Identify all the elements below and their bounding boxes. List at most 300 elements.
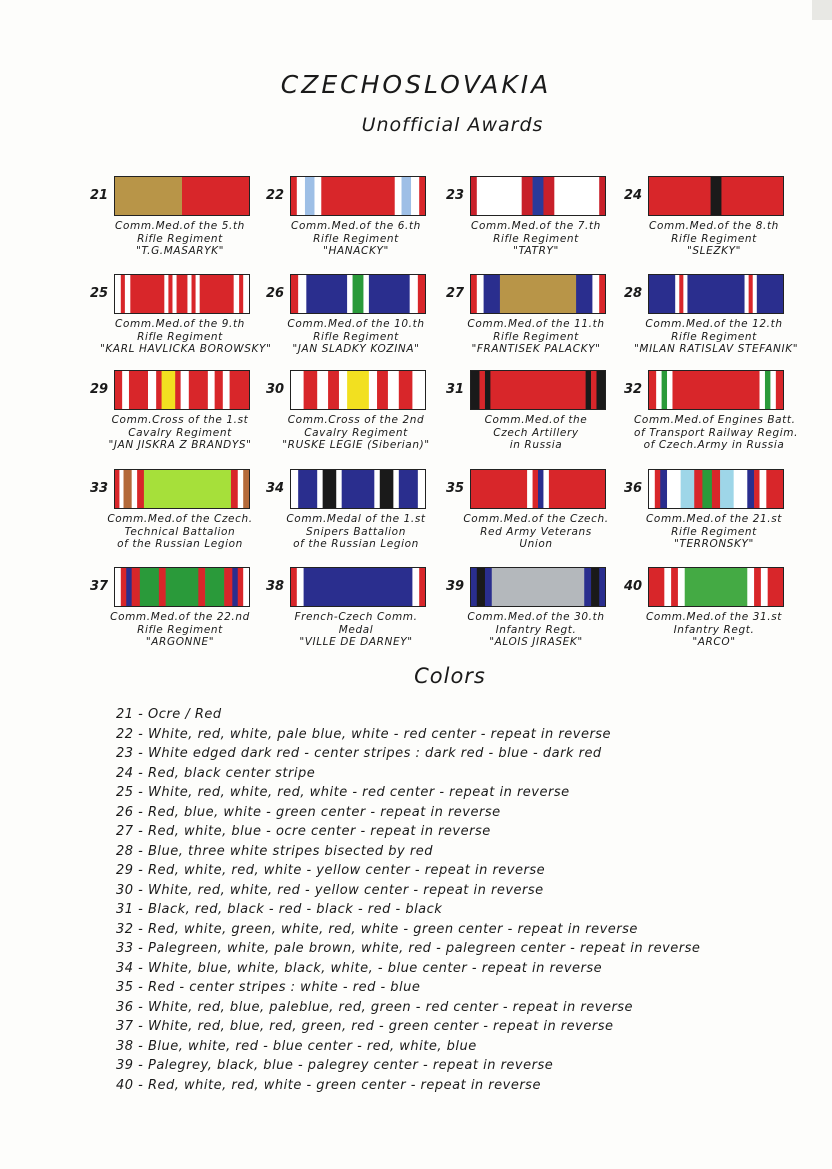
ribbon-stripe — [648, 469, 655, 509]
color-description: 25 - White, red, white, red, white - red center - repeat in reverse — [116, 785, 570, 800]
award-caption-line: Comm.Med.of the 21.st — [646, 513, 782, 525]
ribbon-stripe — [768, 567, 784, 607]
award-item — [90, 469, 280, 569]
award-caption — [456, 414, 616, 452]
ribbon-stripe — [766, 469, 784, 509]
ribbon-stripe — [239, 274, 243, 314]
ribbon-stripe — [721, 176, 784, 216]
award-caption-line: Technical Battalion — [124, 525, 236, 538]
ribbon-stripe — [200, 274, 234, 314]
ribbon-stripe — [369, 370, 377, 410]
award-number: 27 — [446, 286, 465, 301]
ribbon-stripe — [410, 274, 418, 314]
ribbon-stripe — [656, 370, 662, 410]
color-description: 29 - Red, white, red, white - yellow center - repeat in reverse — [116, 863, 546, 878]
ribbon-stripe — [137, 469, 144, 509]
award-item — [90, 176, 280, 276]
award-caption-line: "TERRONSKY" — [674, 538, 754, 550]
ribbon-stripe — [114, 176, 182, 216]
ribbon-stripe — [243, 274, 250, 314]
award-caption-line: Comm.Med.of the 7.th — [471, 220, 601, 232]
award-item — [266, 567, 456, 667]
award-caption — [100, 414, 260, 452]
ribbon-stripe — [114, 567, 121, 607]
ribbon-stripe — [132, 567, 140, 607]
ribbon-stripe — [192, 274, 196, 314]
ribbon-stripe — [339, 370, 347, 410]
award-number: 39 — [446, 579, 465, 594]
ribbon-stripe — [655, 469, 661, 509]
ribbon-stripe — [230, 370, 250, 410]
award-number: 23 — [446, 188, 465, 203]
ribbon-stripe — [500, 274, 576, 314]
award-caption — [276, 414, 436, 452]
ribbon-bar — [648, 567, 784, 607]
award-item — [624, 370, 814, 470]
ribbon-stripe — [290, 567, 297, 607]
award-caption — [634, 318, 799, 356]
ribbon-stripe — [586, 370, 592, 410]
ribbon-stripe — [290, 176, 297, 216]
award-caption — [634, 513, 794, 551]
award-caption-line: "JAN SLADKY KOZINA" — [292, 343, 420, 355]
color-description: 23 - White edged dark red - center stripes : dark red - blue - dark red — [116, 746, 602, 761]
award-item — [266, 274, 456, 374]
color-description: 36 - White, red, blue, paleblue, red, green - red center - repeat in reverse — [116, 999, 634, 1015]
award-number: 28 — [624, 286, 643, 301]
ribbon-bar — [114, 567, 250, 607]
award-caption-line: Comm.Med.of the 8.th — [649, 220, 779, 232]
ribbon-stripe — [591, 567, 599, 607]
ribbon-stripe — [522, 176, 533, 216]
award-caption — [634, 611, 794, 649]
award-caption — [100, 611, 260, 649]
ribbon-stripe — [298, 274, 306, 314]
ribbon-stripe — [182, 176, 250, 216]
award-caption — [276, 513, 436, 551]
award-caption-line: Snipers Battalion — [306, 525, 406, 538]
ribbon-stripe — [297, 176, 305, 216]
award-item — [90, 370, 280, 470]
award-caption-line: Comm.Med.of the 5.th — [115, 220, 245, 232]
color-description: 35 - Red - center stripes : white - red - blue — [116, 980, 421, 995]
ribbon-stripe — [164, 274, 168, 314]
award-item — [624, 567, 814, 667]
color-description: 27 - Red, white, blue - ocre center - repeat in reverse — [116, 824, 491, 839]
ribbon-stripe — [121, 567, 127, 607]
ribbon-bar — [114, 274, 250, 314]
color-description: 37 - White, red, blue, red, green, red - green center - repeat in reverse — [116, 1019, 614, 1034]
ribbon-stripe — [543, 469, 549, 509]
award-caption-line: Czech Artillery — [493, 426, 579, 439]
ribbon-bar — [290, 274, 426, 314]
ribbon-stripe — [419, 567, 426, 607]
award-item — [90, 274, 280, 374]
award-caption — [276, 611, 436, 649]
award-caption-line: Comm.Med.of the — [484, 414, 588, 426]
ribbon-stripe — [765, 370, 771, 410]
page-subtitle: Unofficial Awards — [361, 114, 544, 136]
ribbon-stripe — [377, 370, 388, 410]
ribbon-stripe — [418, 469, 426, 509]
ribbon-stripe — [162, 370, 176, 410]
ribbon-stripe — [533, 176, 544, 216]
color-description: 38 - Blue, white, red - blue center - red, white, blue — [116, 1038, 477, 1054]
ribbon-stripe — [648, 370, 656, 410]
color-description: 34 - White, blue, white, black, white, - blue center - repeat in reverse — [116, 960, 603, 976]
ribbon-stripe — [734, 469, 748, 509]
award-caption-line: "MILAN RATISLAV STEFANIK" — [634, 343, 799, 355]
ribbon-stripe — [317, 370, 328, 410]
award-item — [266, 469, 456, 569]
award-caption — [276, 318, 436, 356]
ribbon-stripe — [314, 176, 321, 216]
award-caption-line: Rifle Regiment — [313, 232, 399, 245]
award-caption-line: Comm.Cross of the 2nd — [287, 414, 425, 426]
award-caption-line: of the Russian Legion — [117, 538, 243, 550]
award-number: 31 — [446, 382, 465, 397]
award-caption-line: in Russia — [509, 439, 563, 451]
ribbon-stripe — [317, 469, 323, 509]
ribbon-stripe — [215, 370, 223, 410]
ribbon-stripe — [402, 176, 412, 216]
ribbon-stripe — [323, 469, 337, 509]
ribbon-stripe — [678, 567, 685, 607]
award-caption-line: Rifle Regiment — [493, 232, 579, 245]
ribbon-stripe — [148, 370, 156, 410]
ribbon-stripe — [761, 567, 768, 607]
ribbon-stripe — [747, 567, 754, 607]
ribbon-stripe — [388, 370, 399, 410]
award-number: 22 — [266, 188, 285, 203]
ribbon-stripe — [395, 176, 402, 216]
ribbon-stripe — [776, 370, 784, 410]
ribbon-stripe — [328, 370, 339, 410]
ribbon-stripe — [342, 469, 375, 509]
award-caption-line: Rifle Regiment — [137, 330, 223, 343]
award-caption-line: "VILLE DE DARNEY" — [299, 636, 413, 648]
award-caption — [456, 513, 616, 551]
ribbon-stripe — [196, 274, 200, 314]
ribbon-stripe — [380, 469, 394, 509]
ribbon-stripe — [683, 274, 687, 314]
ribbon-bar — [648, 274, 784, 314]
ribbon-bar — [648, 469, 784, 509]
page-title: CZECHOSLOVAKIA — [280, 70, 552, 99]
ribbon-bar — [114, 469, 250, 509]
award-caption-line: Comm.Med.of Engines Batt. — [634, 414, 796, 426]
color-description: 30 - White, red, white, red - yellow center - repeat in reverse — [116, 882, 544, 898]
ribbon-stripe — [745, 274, 749, 314]
ribbon-stripe — [336, 469, 342, 509]
ribbon-stripe — [208, 370, 215, 410]
ribbon-stripe — [490, 370, 586, 410]
ribbon-stripe — [156, 370, 162, 410]
ribbon-bar — [290, 176, 426, 216]
color-description: 39 - Palegrey, black, blue - palegrey center - repeat in reverse — [116, 1058, 554, 1073]
award-item — [266, 176, 456, 276]
ribbon-stripe — [144, 469, 231, 509]
ribbon-stripe — [664, 567, 671, 607]
ribbon-stripe — [754, 567, 761, 607]
color-description: 32 - Red, white, green, white, red, white - green center - repeat in reverse — [116, 921, 638, 937]
ribbon-stripe — [290, 274, 298, 314]
award-item — [446, 469, 636, 569]
ribbon-bar — [470, 567, 606, 607]
award-caption-line: Rifle Regiment — [493, 330, 579, 343]
award-number: 24 — [624, 188, 643, 203]
ribbon-stripe — [363, 274, 369, 314]
ribbon-stripe — [470, 176, 477, 216]
ribbon-stripe — [122, 370, 129, 410]
ribbon-stripe — [412, 567, 419, 607]
award-caption-line: Infantry Regt. — [673, 623, 755, 636]
award-item — [266, 370, 456, 470]
color-description: 28 - Blue, three white stripes bisected by red — [116, 843, 433, 859]
ribbon-stripe — [306, 274, 347, 314]
award-caption-line: Comm.Med.of the 10.th — [287, 318, 425, 330]
ribbon-stripe — [470, 567, 477, 607]
award-number: 40 — [624, 579, 643, 594]
award-caption — [456, 611, 616, 649]
ribbon-stripe — [527, 469, 533, 509]
ribbon-stripe — [290, 370, 304, 410]
ribbon-stripe — [418, 274, 426, 314]
ribbon-stripe — [599, 176, 606, 216]
ribbon-stripe — [231, 469, 238, 509]
ribbon-stripe — [533, 469, 539, 509]
award-caption-line: Cavalry Regiment — [128, 426, 232, 439]
award-item — [624, 176, 814, 276]
ribbon-stripe — [419, 176, 426, 216]
award-number: 26 — [266, 286, 285, 301]
award-caption-line: "ARGONNE" — [145, 636, 215, 648]
ribbon-stripe — [232, 567, 238, 607]
ribbon-stripe — [132, 469, 138, 509]
award-caption-line: Rifle Regiment — [313, 330, 399, 343]
award-caption-line: Comm.Med.of the Czech. — [463, 513, 609, 525]
color-description: 21 - Ocre / Red — [116, 707, 222, 722]
award-caption-line: Infantry Regt. — [495, 623, 577, 636]
ribbon-stripe — [662, 370, 668, 410]
award-caption-line: Comm.Med.of the 22.nd — [110, 611, 250, 623]
ribbon-stripe — [124, 469, 132, 509]
award-caption-line: of Transport Railway Regim. — [634, 426, 799, 439]
award-caption-line: "SLEZKY" — [686, 245, 742, 257]
ribbon-stripe — [596, 370, 606, 410]
award-caption-line: Rifle Regiment — [671, 232, 757, 245]
ribbon-stripe — [549, 469, 606, 509]
ribbon-stripe — [760, 469, 767, 509]
ribbon-stripe — [412, 370, 426, 410]
ribbon-bar — [470, 469, 606, 509]
ribbon-stripe — [129, 370, 148, 410]
ribbon-stripe — [671, 567, 678, 607]
color-description: 31 - Black, red, black - red - black - red - black — [116, 902, 443, 917]
award-caption-line: of the Russian Legion — [293, 538, 419, 550]
ribbon-stripe — [584, 567, 591, 607]
ribbon-stripe — [175, 370, 181, 410]
ribbon-stripe — [347, 274, 353, 314]
award-number: 32 — [624, 382, 643, 397]
ribbon-stripe — [712, 469, 720, 509]
ribbon-stripe — [172, 274, 176, 314]
color-description: 26 - Red, blue, white - green center - repeat in reverse — [116, 804, 501, 820]
ribbon-stripe — [187, 274, 191, 314]
award-caption-line: "JAN JISKRA Z BRANDYS" — [108, 439, 252, 451]
award-caption-line: French-Czech Comm. — [294, 611, 418, 623]
award-caption-line: "T.G.MASARYK" — [135, 245, 225, 257]
ribbon-stripe — [672, 370, 759, 410]
ribbon-stripe — [114, 274, 121, 314]
color-description: 22 - White, red, white, pale blue, white - red center - repeat in reverse — [116, 726, 612, 742]
ribbon-stripe — [749, 274, 753, 314]
ribbon-stripe — [114, 370, 122, 410]
ribbon-stripe — [681, 469, 695, 509]
ribbon-stripe — [554, 176, 599, 216]
ribbon-stripe — [477, 567, 485, 607]
ribbon-stripe — [687, 274, 744, 314]
award-caption — [634, 414, 799, 452]
award-number: 33 — [90, 481, 109, 496]
ribbon-stripe — [181, 370, 189, 410]
award-number: 21 — [90, 188, 109, 203]
color-description: 24 - Red, black center stripe — [116, 765, 316, 781]
ribbon-stripe — [648, 176, 711, 216]
ribbon-stripe — [243, 567, 250, 607]
ribbon-stripe — [126, 567, 132, 607]
ribbon-bar — [470, 274, 606, 314]
ribbon-stripe — [702, 469, 712, 509]
ribbon-stripe — [492, 567, 585, 607]
award-number: 37 — [90, 579, 109, 594]
award-item — [624, 274, 814, 374]
ribbon-stripe — [177, 274, 188, 314]
ribbon-stripe — [353, 274, 364, 314]
award-item — [446, 176, 636, 276]
ribbon-stripe — [480, 370, 486, 410]
ribbon-stripe — [297, 567, 304, 607]
ribbon-stripe — [660, 469, 667, 509]
award-caption-line: Rifle Regiment — [671, 525, 757, 538]
ribbon-stripe — [393, 469, 399, 509]
ribbon-stripe — [140, 567, 159, 607]
ribbon-stripe — [374, 469, 380, 509]
ribbon-stripe — [667, 370, 673, 410]
ribbon-stripe — [477, 274, 484, 314]
award-item — [446, 274, 636, 374]
ribbon-stripe — [399, 370, 413, 410]
ribbon-stripe — [754, 469, 760, 509]
ribbon-stripe — [411, 176, 419, 216]
award-caption-line: "TATRY" — [513, 245, 559, 257]
ribbon-stripe — [399, 469, 418, 509]
ribbon-stripe — [484, 274, 501, 314]
award-caption-line: Comm.Med.of the 31.st — [646, 611, 782, 623]
award-caption-line: "ALOIS JIRASEK" — [489, 636, 583, 648]
award-number: 35 — [446, 481, 465, 496]
ribbon-stripe — [694, 469, 702, 509]
award-caption-line: Cavalry Regiment — [304, 426, 408, 439]
award-caption — [276, 220, 436, 258]
ribbon-stripe — [347, 370, 369, 410]
ribbon-stripe — [298, 469, 317, 509]
ribbon-bar — [470, 176, 606, 216]
ribbon-stripe — [238, 469, 244, 509]
ribbon-stripe — [753, 274, 757, 314]
award-caption — [100, 513, 260, 551]
award-caption-line: Comm.Med.of the 11.th — [467, 318, 605, 330]
award-caption-line: Comm.Med.of the 6.th — [291, 220, 421, 232]
award-caption-line: Comm.Med.of the Czech. — [107, 513, 253, 525]
colors-list — [116, 705, 816, 1095]
ribbon-stripe — [369, 274, 410, 314]
ribbon-stripe — [747, 469, 754, 509]
award-caption — [456, 318, 616, 356]
award-item — [446, 370, 636, 470]
ribbon-bar — [470, 370, 606, 410]
award-number: 34 — [266, 481, 285, 496]
ribbon-stripe — [290, 469, 298, 509]
award-item — [446, 567, 636, 667]
ribbon-stripe — [305, 176, 315, 216]
award-caption-line: Comm.Med.of the 9.th — [115, 318, 245, 330]
ribbon-stripe — [711, 176, 722, 216]
ribbon-bar — [648, 176, 784, 216]
award-number: 25 — [90, 286, 109, 301]
award-caption-line: Comm.Cross of the 1.st — [111, 414, 249, 426]
ribbon-stripe — [757, 274, 784, 314]
award-caption-line: Red Army Veterans — [480, 525, 592, 538]
ribbon-stripe — [770, 370, 776, 410]
ribbon-stripe — [477, 176, 522, 216]
award-caption — [456, 220, 616, 258]
award-caption-line: Rifle Regiment — [671, 330, 757, 343]
award-caption — [100, 220, 260, 258]
ribbon-stripe — [599, 274, 606, 314]
color-description: 33 - Palegreen, white, pale brown, white, red - palegreen center - repeat in reverse — [116, 941, 701, 956]
ribbon-stripe — [591, 370, 597, 410]
award-caption-line: "RUSKE LEGIE (Siberian)" — [282, 439, 430, 451]
ribbon-stripe — [543, 176, 554, 216]
award-caption-line: "KARL HAVLICKA BOROWSKY" — [100, 343, 272, 355]
page-corner — [812, 0, 832, 20]
ribbon-stripe — [485, 370, 491, 410]
award-caption-line: "HANACKY" — [323, 245, 389, 257]
colors-heading: Colors — [414, 664, 486, 688]
ribbon-stripe — [234, 274, 240, 314]
ribbon-stripe — [470, 370, 480, 410]
ribbon-stripe — [304, 370, 318, 410]
award-caption-line: "ARCO" — [692, 636, 736, 648]
ribbon-stripe — [685, 567, 748, 607]
ribbon-stripe — [592, 274, 599, 314]
ribbon-stripe — [679, 274, 683, 314]
award-caption-line: Union — [519, 538, 553, 550]
ribbon-stripe — [119, 469, 123, 509]
ribbon-stripe — [470, 274, 477, 314]
award-caption-line: "FRANTISEK PALACKY" — [471, 343, 601, 355]
ribbon-stripe — [470, 469, 527, 509]
ribbon-stripe — [198, 567, 205, 607]
ribbon-bar — [114, 176, 250, 216]
ribbon-stripe — [224, 567, 232, 607]
ribbon-bar — [290, 469, 426, 509]
ribbon-stripe — [675, 274, 679, 314]
ribbon-bar — [290, 370, 426, 410]
award-caption — [100, 318, 272, 356]
ribbon-bar — [648, 370, 784, 410]
